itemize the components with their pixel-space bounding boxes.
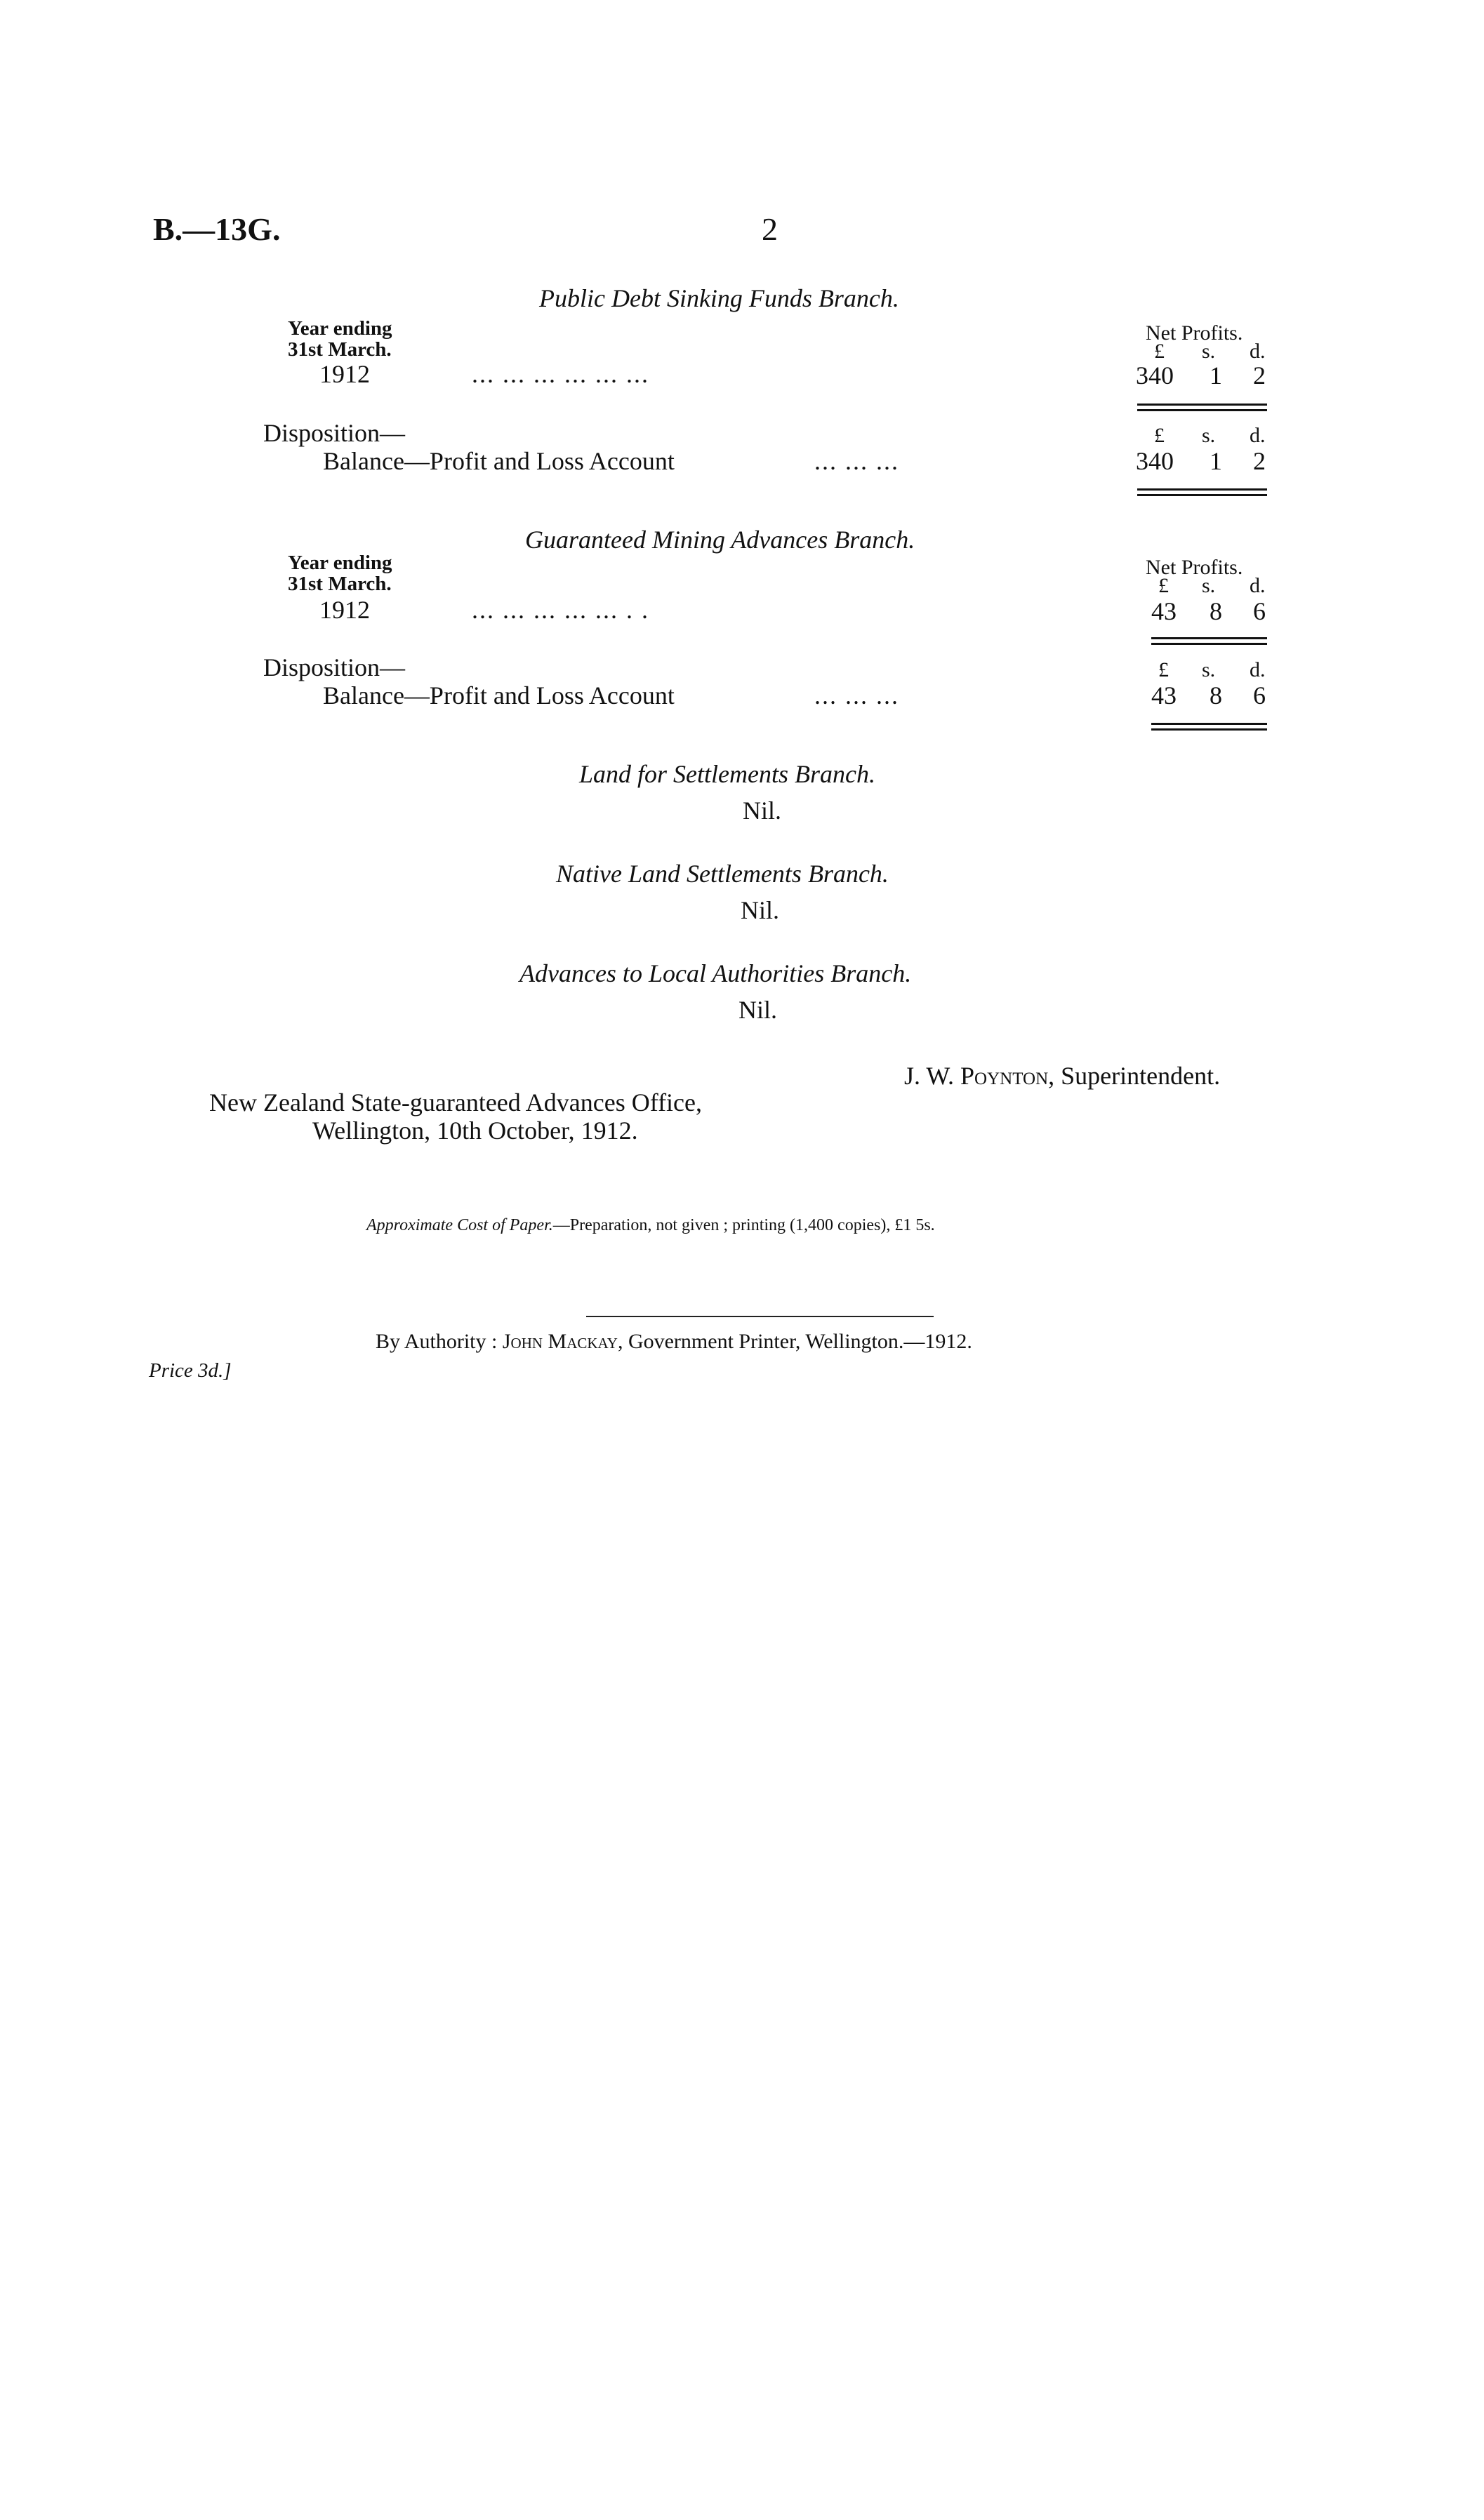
profit-pence: 6 <box>1253 597 1266 625</box>
office-date: Wellington, 10th October, 1912. <box>312 1116 638 1145</box>
profit-shillings: 8 <box>1210 597 1222 625</box>
cost-note <box>366 1216 935 1235</box>
price: Price 3d.] <box>149 1359 232 1382</box>
office-address: New Zealand State-guaranteed Advances Office, <box>209 1088 703 1116</box>
section-title-local-authorities: Advances to Local Authorities Branch. <box>519 959 912 987</box>
balance-label: Balance—Profit and Loss Account <box>323 447 675 475</box>
cost-label: Approximate Cost of Paper. <box>366 1216 553 1234</box>
signature <box>904 1061 1220 1091</box>
net-profits-header: Net Profits. <box>1146 321 1243 345</box>
section-title-mining: Guaranteed Mining Advances Branch. <box>525 526 915 554</box>
leader-dots: ... ... ... <box>814 447 899 475</box>
pound-header: £ <box>1158 574 1169 597</box>
leader-dots: ... ... ... ... ... ... <box>472 360 649 388</box>
double-rule <box>1137 404 1267 411</box>
balance-pounds: 340 <box>1136 447 1174 475</box>
double-rule <box>1151 637 1267 645</box>
shilling-header: s. <box>1202 658 1216 681</box>
nil-value: Nil. <box>738 996 778 1024</box>
section-title-land-settlements: Land for Settlements Branch. <box>579 760 875 788</box>
leader-dots: ... ... ... ... ... . . <box>472 596 649 624</box>
disposition-label: Disposition— <box>263 653 406 681</box>
shilling-header: s. <box>1202 574 1216 597</box>
march-label: 31st March. <box>288 573 392 595</box>
cost-text: —Preparation, not given ; printing (1,400 copies), £1 5s. <box>552 1216 935 1234</box>
year-ending-label: Year ending <box>288 552 392 574</box>
shilling-header: s. <box>1202 424 1216 447</box>
balance-pence: 6 <box>1253 681 1266 709</box>
pound-header: £ <box>1154 424 1165 447</box>
balance-pence: 2 <box>1253 447 1266 475</box>
section-title-public-debt: Public Debt Sinking Funds Branch. <box>539 284 899 312</box>
year-value: 1912 <box>319 596 370 624</box>
disposition-label: Disposition— <box>263 419 406 447</box>
printer-name: John Mackay, <box>502 1330 623 1353</box>
balance-shillings: 1 <box>1210 447 1222 475</box>
authority-suffix: Government Printer, Wellington.—1912. <box>628 1330 972 1353</box>
profit-pence: 2 <box>1253 361 1266 389</box>
document-reference: B.—13G. <box>153 211 281 247</box>
pence-header: d. <box>1250 340 1266 363</box>
page-number: 2 <box>762 211 778 247</box>
pence-header: d. <box>1250 574 1266 597</box>
balance-pounds: 43 <box>1151 681 1177 709</box>
separator-rule <box>586 1316 934 1317</box>
profit-shillings: 1 <box>1210 361 1222 389</box>
pound-header: £ <box>1154 340 1165 363</box>
pound-header: £ <box>1158 658 1169 681</box>
balance-shillings: 8 <box>1210 681 1222 709</box>
authority-prefix: By Authority : <box>376 1330 498 1353</box>
profit-pounds: 340 <box>1136 361 1174 389</box>
authority-line <box>376 1330 972 1354</box>
double-rule <box>1137 488 1267 496</box>
leader-dots: ... ... ... <box>814 681 899 709</box>
nil-value: Nil. <box>743 796 782 825</box>
net-profits-header: Net Profits. <box>1146 556 1243 579</box>
signatory-name: J. W. Poynton, <box>904 1062 1055 1090</box>
profit-pounds: 43 <box>1151 597 1177 625</box>
signatory-title: Superintendent. <box>1061 1062 1221 1090</box>
pence-header: d. <box>1250 424 1266 447</box>
double-rule <box>1151 723 1267 731</box>
nil-value: Nil. <box>741 896 780 924</box>
shilling-header: s. <box>1202 340 1216 363</box>
balance-label: Balance—Profit and Loss Account <box>323 681 675 709</box>
pence-header: d. <box>1250 658 1266 681</box>
year-value: 1912 <box>319 360 370 388</box>
year-ending-label: Year ending <box>288 317 392 340</box>
section-title-native-land: Native Land Settlements Branch. <box>556 860 889 888</box>
march-label: 31st March. <box>288 338 392 361</box>
